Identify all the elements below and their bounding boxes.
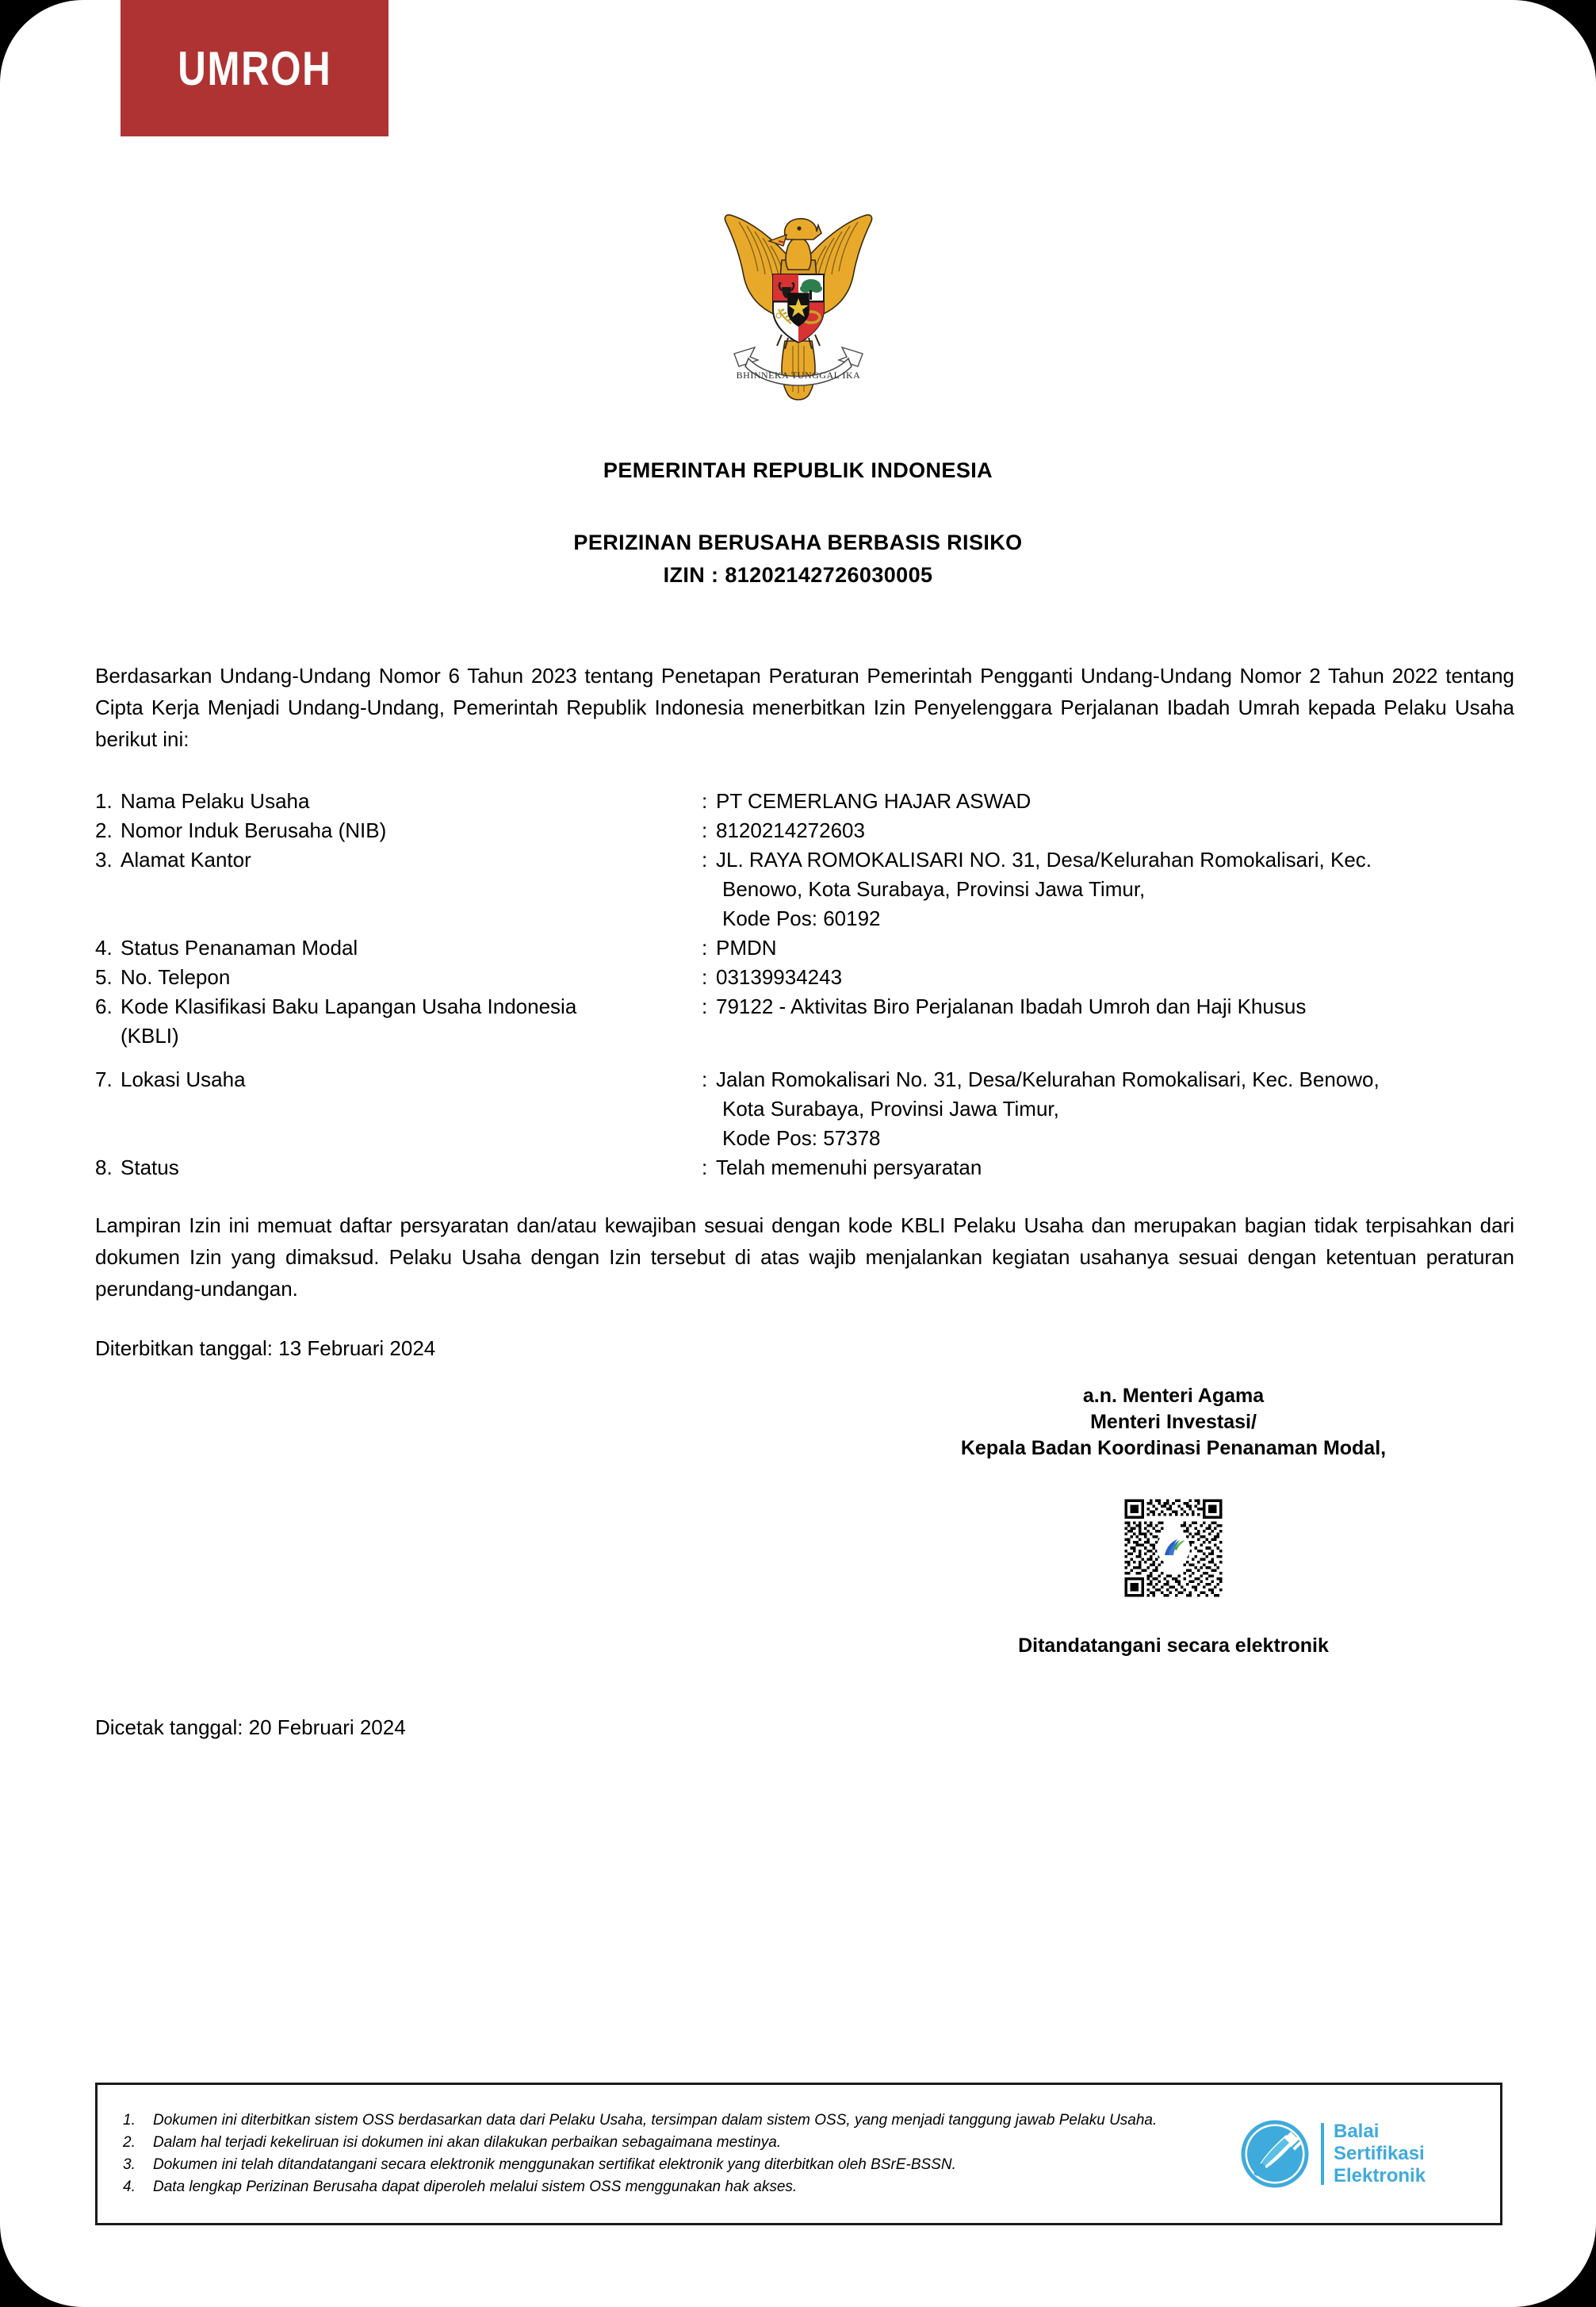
field-label-text: Status Penanaman Modal: [121, 936, 358, 960]
footer-note-number: 1.: [123, 2112, 136, 2129]
field-label: [95, 963, 702, 992]
field-label-text: Status: [121, 1155, 179, 1179]
field-row: [95, 816, 1514, 845]
field-row: [95, 963, 1514, 992]
intro-paragraph: Berdasarkan Undang-Undang Nomor 6 Tahun 2023 tentang Penetapan Peraturan Pemerintah Pengganti Undang-Undang Nomor 2 Tahun 2022 tentang Cipta Kerja Menjadi Undang-Undang, Pemerintah Republik Indonesia menerbitkan Izin Penyelenggara Perjalanan Ibadah Umrah kepada Pelaku Usaha berikut ini:: [95, 664, 1514, 751]
field-value: [702, 992, 1514, 1021]
bsre-word-2: Sertifikasi: [1334, 2143, 1425, 2164]
field-colon: :: [702, 818, 708, 842]
field-row: [95, 933, 1514, 963]
field-value-lines: [716, 845, 1514, 933]
field-value-line: Jalan Romokalisari No. 31, Desa/Kelurahan Romokalisari, Kec. Benowo,: [716, 1067, 1380, 1091]
field-colon: :: [702, 936, 708, 960]
field-label-text: No. Telepon: [121, 965, 231, 989]
field-value-line: PMDN: [716, 936, 777, 960]
field-value: [702, 933, 1514, 963]
qr-code-holder: [864, 1496, 1483, 1600]
field-number: 5.: [95, 965, 113, 989]
field-row: [95, 992, 1514, 1051]
field-row: [95, 1065, 1514, 1153]
footer-note-text: Data lengkap Perizinan Berusaha dapat diperoleh melalui sistem OSS menggunakan hak akses.: [153, 2179, 798, 2195]
document-header: [0, 458, 1596, 588]
field-value-line: Kota Surabaya, Provinsi Jawa Timur,: [722, 1097, 1059, 1121]
field-value-line: PT CEMERLANG HAJAR ASWAD: [716, 789, 1031, 813]
field-number: 7.: [95, 1067, 113, 1091]
field-value-lines: [716, 816, 1514, 845]
bsre-qr-logo-icon: [1157, 1531, 1190, 1565]
license-number-line: IZIN : 81202142726030005: [663, 563, 933, 587]
field-label-text: Lokasi Usaha: [121, 1067, 246, 1091]
footer-note: [112, 2110, 1238, 2132]
field-value-line: Kode Pos: 60192: [722, 906, 881, 930]
field-label: [95, 816, 702, 845]
field-value-line: Benowo, Kota Surabaya, Provinsi Jawa Timur,: [722, 877, 1146, 901]
field-number: 8.: [95, 1155, 113, 1179]
field-label: [95, 787, 702, 816]
field-label-text: Nomor Induk Berusaha (NIB): [121, 818, 387, 842]
document-body: [95, 660, 1514, 1361]
government-title: PEMERINTAH REPUBLIK INDONESIA: [603, 458, 993, 482]
footer-note: [112, 2132, 1238, 2154]
emblem-motto: BHINNEKA TUNGGAL IKA: [736, 370, 860, 381]
field-number: 3.: [95, 848, 113, 872]
field-number: 2.: [95, 818, 113, 842]
field-label: [95, 1065, 702, 1094]
footer-note: [112, 2154, 1238, 2176]
electronically-signed-note: Ditandatangani secara elektronik: [1018, 1634, 1329, 1657]
footer-note-text: Dalam hal terjadi kekeliruan isi dokumen ini akan dilakukan perbaikan sebagaimana mestinya.: [153, 2134, 782, 2151]
field-label-text: Nama Pelaku Usaha: [121, 789, 310, 813]
bsre-mark-icon: [1238, 2117, 1311, 2190]
field-colon: :: [702, 1067, 708, 1091]
field-value-lines: [716, 1065, 1514, 1153]
footer-notes-box: [95, 2083, 1502, 2225]
field-spacer: [95, 1051, 1514, 1065]
field-value-line: Kode Pos: 57378: [722, 1126, 881, 1150]
field-colon: :: [702, 994, 708, 1018]
signature-line-2: Menteri Investasi/: [1090, 1411, 1257, 1433]
field-label-continuation: (KBLI): [121, 1024, 179, 1048]
footer-note-text: Dokumen ini telah ditandatangani secara elektronik menggunakan sertifikat elektronik yang diterbitkan oleh BSrE-BSSN.: [153, 2156, 956, 2173]
footer-note-number: 3.: [123, 2156, 136, 2173]
signature-line-1: a.n. Menteri Agama: [1082, 1385, 1265, 1407]
field-label: [95, 845, 702, 875]
footer-note-number: 2.: [123, 2134, 136, 2151]
bsre-logo: [1238, 2117, 1500, 2190]
field-number: 1.: [95, 789, 113, 813]
field-value-lines: [716, 787, 1514, 816]
footer-note: [112, 2176, 1238, 2198]
umroh-banner: [121, 0, 388, 136]
field-value-line: JL. RAYA ROMOKALISARI NO. 31, Desa/Kelurahan Romokalisari, Kec.: [716, 848, 1372, 872]
field-colon: :: [702, 848, 708, 872]
footer-notes-list: [98, 2110, 1238, 2198]
umroh-banner-label: UMROH: [177, 41, 332, 95]
field-colon: :: [702, 1155, 708, 1179]
field-value-lines: [716, 992, 1514, 1021]
qr-code-electronic-signature[interactable]: [1122, 1496, 1225, 1600]
field-value: [702, 1065, 1514, 1153]
bsre-wordmark: [1334, 2121, 1426, 2187]
signature-block: [864, 1383, 1483, 1657]
field-value-line: Telah memenuhi persyaratan: [716, 1155, 982, 1179]
field-value: [702, 845, 1514, 933]
field-colon: :: [702, 789, 708, 813]
field-label-text: Alamat Kantor: [121, 848, 251, 872]
field-row: [95, 787, 1514, 816]
field-value-line: 79122 - Aktivitas Biro Perjalanan Ibadah Umroh dan Haji Khusus: [716, 994, 1307, 1018]
signature-line-3: Kepala Badan Koordinasi Penanaman Modal,: [960, 1437, 1387, 1459]
field-value-lines: [716, 963, 1514, 992]
field-label: [95, 933, 702, 963]
document-type-title: PERIZINAN BERUSAHA BERBASIS RISIKO: [573, 531, 1023, 554]
field-value-lines: [716, 933, 1514, 963]
field-value: [702, 963, 1514, 992]
garuda-pancasila-emblem: [699, 190, 898, 403]
field-row: [95, 1153, 1514, 1182]
field-value: [702, 787, 1514, 816]
footer-note-number: 4.: [123, 2179, 136, 2195]
closing-paragraph: Lampiran Izin ini memuat daftar persyaratan dan/atau kewajiban sesuai dengan kode KBLI Pelaku Usaha dan merupakan bagian tidak terpisahkan dari dokumen Izin yang dimaksud. Pelaku Usaha dengan Izin tersebut di atas wajib menjalankan kegiatan usahanya sesuai dengan ketentuan peraturan perundang-undangan.: [95, 1213, 1514, 1301]
field-label: [95, 992, 702, 1051]
field-number: 6.: [95, 994, 113, 1018]
footer-note-text: Dokumen ini diterbitkan sistem OSS berdasarkan data dari Pelaku Usaha, tersimpan dalam sistem OSS, yang menjadi tanggung jawab Pelaku Usaha.: [153, 2112, 1158, 2129]
field-list: [95, 787, 1514, 1182]
field-row: [95, 845, 1514, 933]
bsre-divider: [1321, 2123, 1324, 2185]
field-number: 4.: [95, 936, 113, 960]
field-value-line: 8120214272603: [716, 818, 865, 842]
field-label: [95, 1153, 702, 1182]
field-value-line: 03139934243: [716, 965, 843, 989]
bsre-word-3: Elektronik: [1334, 2165, 1426, 2186]
printed-date: Dicetak tanggal: 20 Februari 2024: [95, 1715, 406, 1739]
field-value-lines: [716, 1153, 1514, 1182]
field-value: [702, 1153, 1514, 1182]
field-colon: :: [702, 965, 708, 989]
field-value: [702, 816, 1514, 845]
bsre-word-1: Balai: [1334, 2121, 1380, 2142]
issued-date: Diterbitkan tanggal: 13 Februari 2024: [95, 1336, 436, 1360]
field-label-text: Kode Klasifikasi Baku Lapangan Usaha Indonesia: [121, 994, 577, 1018]
